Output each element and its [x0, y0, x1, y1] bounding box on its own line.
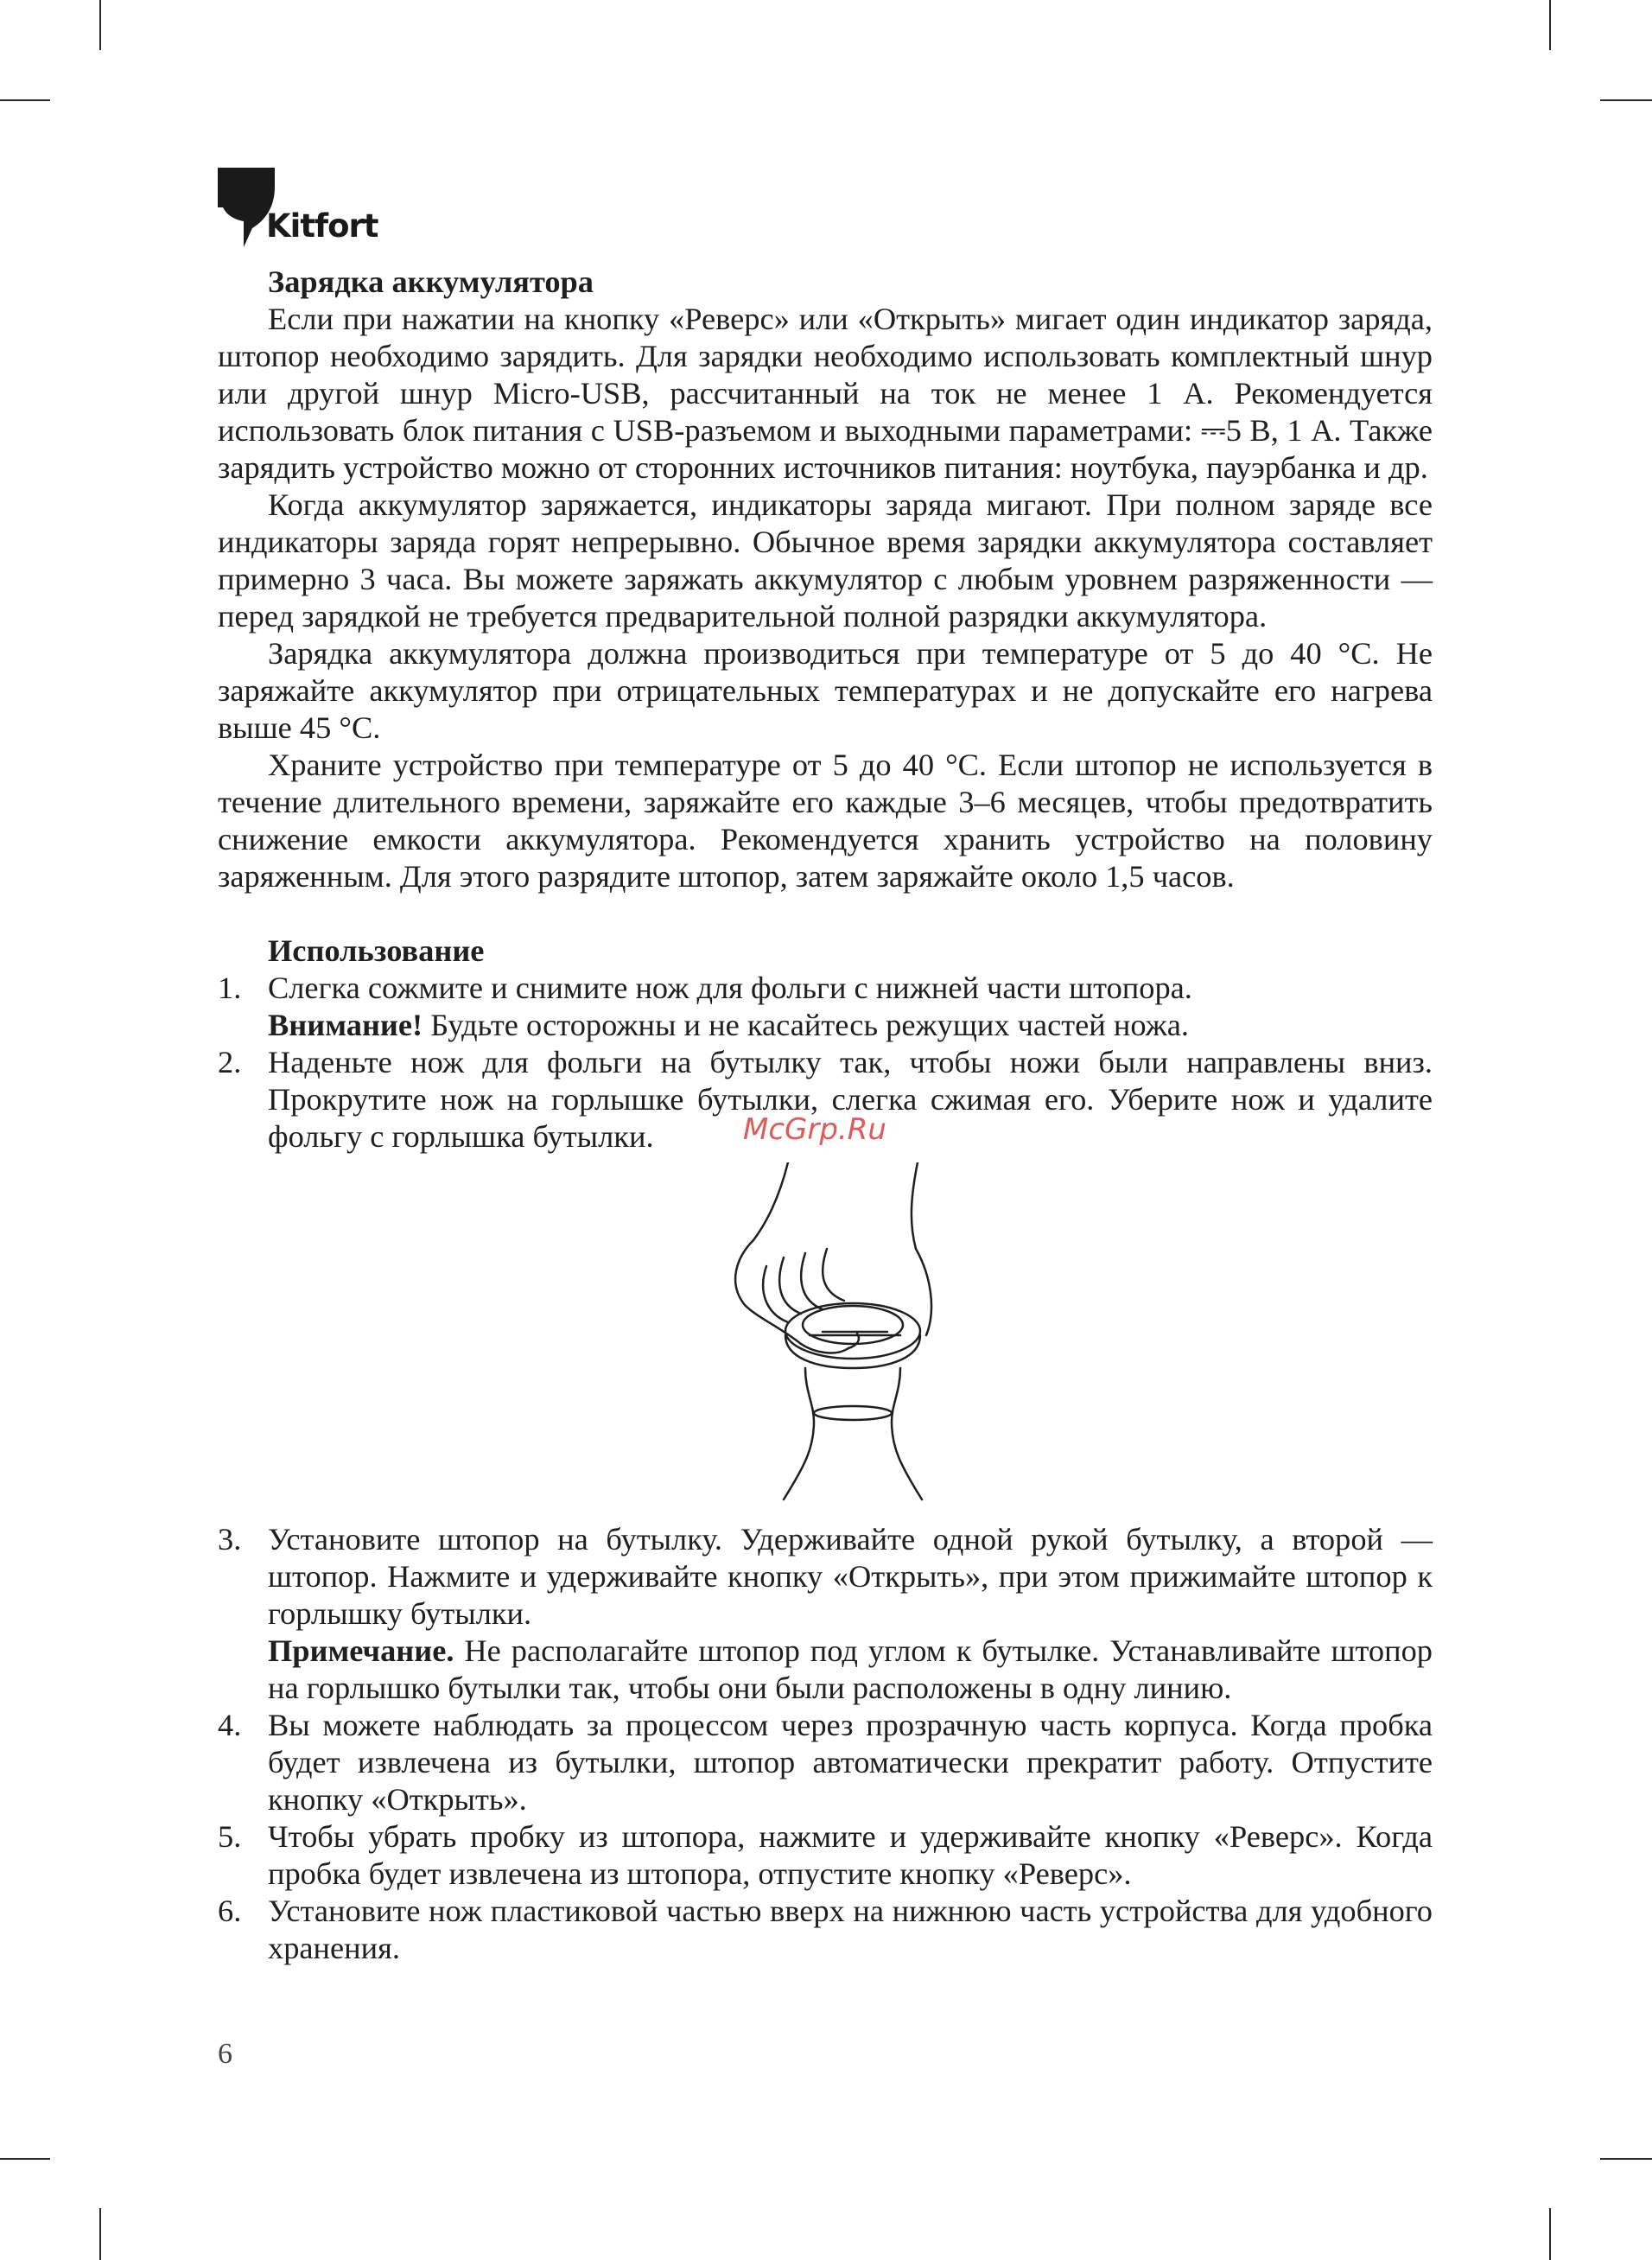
- page-number: 6: [218, 2038, 232, 2070]
- step-number: 4.: [218, 1708, 242, 1742]
- step-text: Слегка сожмите и снимите нож для фольги с нижней части штопора.: [268, 971, 1192, 1005]
- step-text: Установите нож пластиковой частью вверх на нижнюю часть устройства для удобного хранения.: [268, 1894, 1433, 1965]
- section-heading-usage: Использование: [268, 933, 485, 968]
- step-text: Вы можете наблюдать за процессом через прозрачную часть корпуса. Когда пробка будет извлечена из бутылки, штопор автоматически прекратит работу. Отпустите кнопку «Открыть».: [268, 1708, 1433, 1817]
- usage-steps-list: [218, 1521, 1433, 1967]
- note-text: Будьте осторожны и не касайтесь режущих частей ножа.: [423, 1008, 1190, 1042]
- step-number: 5.: [218, 1819, 242, 1854]
- brand-name: Kitfort: [266, 207, 378, 245]
- note-text: Не располагайте штопор под углом к бутылке. Устанавливайте штопор на горлышко бутылки так, чтобы они были расположены в одну линию.: [268, 1633, 1433, 1705]
- step-number: 2.: [218, 1045, 242, 1079]
- crop-mark: [99, 0, 101, 50]
- crop-mark: [1549, 0, 1551, 50]
- step-text: Наденьте нож для фольги на бутылку так, чтобы ножи были направлены вниз. Прокрутите нож на горлышке бутылки, слегка сжимая его. Уберите нож и удалите фольгу с горлышка бутылки.: [268, 1045, 1433, 1154]
- crop-mark: [0, 2158, 50, 2160]
- paragraph: Когда аккумулятор заряжается, индикаторы заряда мигают. При полном заряде все индикаторы заряда горят непрерывно. Обычное время зарядки аккумулятора составляет примерно 3 часа. Вы можете заряжать аккумулятор с любым уровнем разряженности — перед зарядкой не требуется предварительной полной разрядки аккумулятора.: [218, 487, 1433, 633]
- crop-mark: [99, 2208, 101, 2260]
- list-item: [218, 1707, 1433, 1818]
- list-item: [218, 1521, 1433, 1707]
- brand-logo: [218, 168, 434, 254]
- watermark: McGrp.Ru: [743, 1112, 886, 1147]
- crop-mark: [1549, 2208, 1551, 2260]
- step-text: Чтобы убрать пробку из штопора, нажмите и удерживайте кнопку «Реверс». Когда пробка будет извлечена из штопора, отпустите кнопку «Реверс».: [268, 1819, 1433, 1891]
- paragraph: Зарядка аккумулятора должна производиться при температуре от 5 до 40 °С. Не заряжайте аккумулятор при отрицательных температурах и не допускайте его нагрева выше 45 °С.: [218, 636, 1433, 745]
- section-heading-charging: Зарядка аккумулятора: [268, 264, 594, 299]
- note-label: Примечание.: [268, 1633, 454, 1668]
- list-item: [218, 1893, 1433, 1967]
- step-number: 3.: [218, 1522, 242, 1557]
- paragraph: Если при нажатии на кнопку «Реверс» или «Открыть» мигает один индикатор заряда, штопор необходимо зарядить. Для зарядки необходимо использовать комплектный шнур или другой шнур Micro-USB, рассчитанный на ток не менее 1 А. Рекомендуется использовать блок питания с USB-разъемом и выходными параметрами: ⎓5 В, 1 А. Также зарядить устройство можно от сторонних источников питания: ноутбука, пауэрбанка и др.: [218, 302, 1433, 485]
- crop-mark: [1600, 99, 1652, 101]
- paragraph: Храните устройство при температуре от 5 до 40 °С. Если штопор не используется в течение длительного времени, заряжайте его каждые 3–6 месяцев, чтобы предотвратить снижение емкости аккумулятора. Рекомендуется хранить устройство на половину заряженным. Для этого разрядите штопор, затем заряжайте около 1,5 часов.: [218, 748, 1433, 894]
- illustration: [218, 1162, 1433, 1521]
- step-number: 1.: [218, 971, 242, 1005]
- step-number: 6.: [218, 1894, 242, 1928]
- note-label: Внимание!: [268, 1008, 423, 1042]
- step-text: Установите штопор на бутылку. Удерживайте одной рукой бутылку, а второй — штопор. Нажмите и удерживайте кнопку «Открыть», при этом прижимайте штопор к горлышку бутылки.: [268, 1522, 1433, 1631]
- list-item: [218, 1044, 1433, 1155]
- document-body: [218, 264, 1433, 1967]
- crop-mark: [1600, 2158, 1652, 2160]
- crop-mark: [0, 99, 50, 101]
- list-item: [218, 970, 1433, 1044]
- hand-foil-cutter-illustration: [684, 1162, 944, 1508]
- usage-steps-list: [218, 970, 1433, 1155]
- list-item: [218, 1818, 1433, 1893]
